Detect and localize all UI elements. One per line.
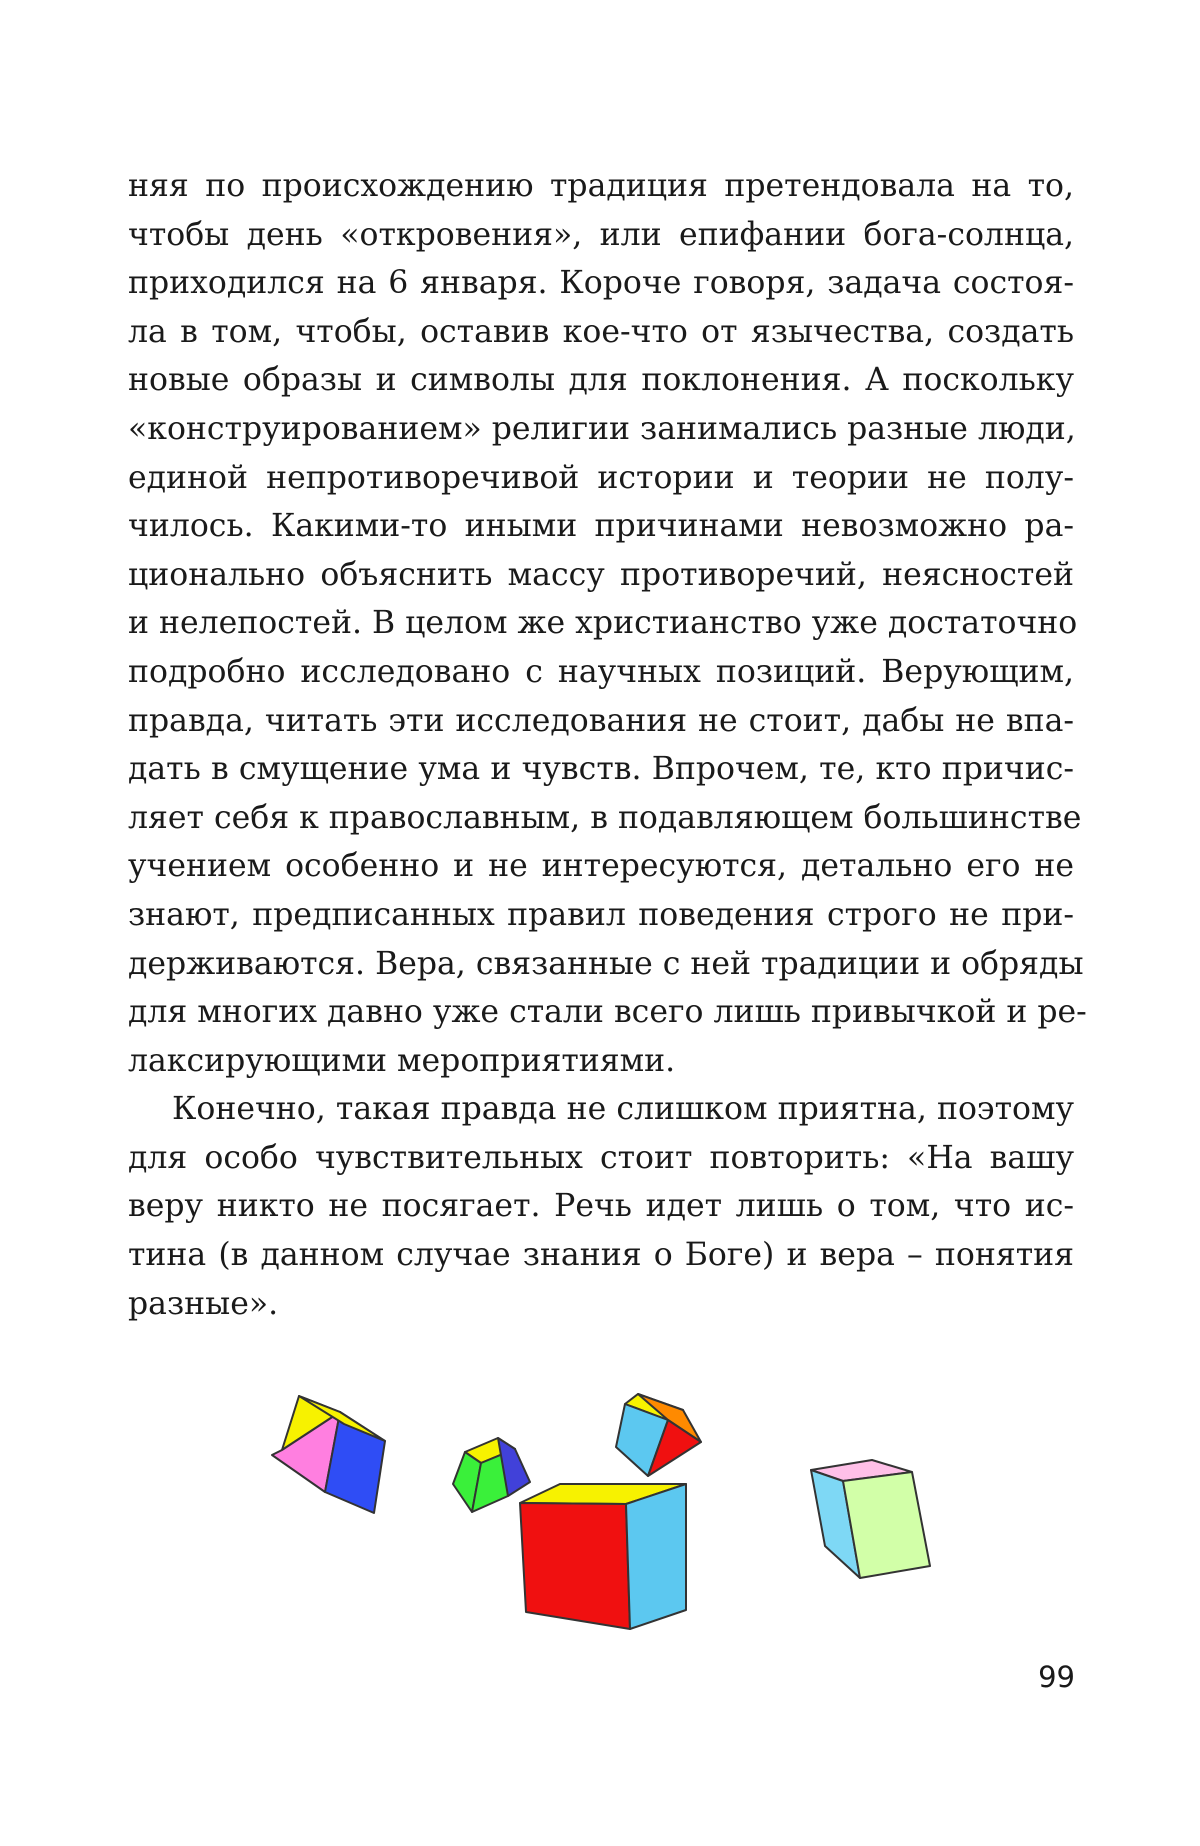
body-text: [128, 162, 1087, 1328]
text-line: правда, читать эти исследования не стоит, дабы не впа-: [128, 702, 1074, 739]
paragraph-2: [128, 1085, 1074, 1328]
cubes-illustration: [260, 1388, 960, 1638]
cube-lightgreen-sky: [811, 1460, 930, 1578]
text-line: и нелепостей. В целом же христианство уже достаточно: [128, 605, 1078, 642]
text-line: лаксирующими мероприятиями.: [128, 1042, 676, 1079]
text-line: для особо чувствительных стоит повторить: «На вашу: [128, 1139, 1074, 1176]
text-line: для многих давно уже стали всего лишь привычкой и ре-: [128, 994, 1087, 1031]
cube-face: [520, 1503, 630, 1629]
text-line: няя по происхождению традиция претендовала на то,: [128, 168, 1074, 204]
text-line: Конечно, такая правда не слишком приятна, поэтому: [172, 1091, 1074, 1128]
text-line: тина (в данном случае знания о Боге) и вера – понятия: [128, 1237, 1074, 1274]
cube-pink-blue: [272, 1396, 385, 1513]
text-line: разные».: [128, 1285, 279, 1322]
text-line: подробно исследовано с научных позиций. Верующим,: [128, 653, 1074, 690]
text-line: веру никто не посягает. Речь идет лишь о том, что ис-: [128, 1188, 1074, 1225]
cube-face: [626, 1484, 686, 1629]
text-line: ла в том, чтобы, оставив кое-что от язычества, создать: [128, 313, 1074, 350]
text-line: новые образы и символы для поклонения. А поскольку: [128, 362, 1074, 399]
text-line: «конструированием» религии занимались разные люди,: [128, 410, 1076, 447]
text-line: учением особенно и не интересуются, детально его не: [128, 848, 1074, 885]
paragraph-1: [128, 162, 1087, 1085]
text-line: единой непротиворечивой истории и теории не полу-: [128, 459, 1074, 496]
text-line: ционально объяснить массу противоречий, неясностей: [128, 556, 1074, 593]
text-line: знают, предписанных правил поведения строго не при-: [128, 896, 1074, 933]
text-line: ляет себя к православным, в подавляющем большинстве: [128, 799, 1082, 836]
cube-red-cyan: [520, 1484, 686, 1629]
text-line: приходился на 6 января. Короче говоря, задача состоя-: [128, 265, 1074, 302]
page-number: 99: [1038, 1660, 1075, 1694]
text-line: чилось. Какими-то иными причинами невозможно ра-: [128, 508, 1074, 545]
text-line: чтобы день «откровения», или епифании бога-солнца,: [128, 216, 1074, 253]
cube-orange-cyan: [616, 1394, 701, 1476]
text-line: дать в смущение ума и чувств. Впрочем, те, кто причис-: [128, 751, 1074, 788]
text-line: держиваются. Вера, связанные с ней традиции и обряды: [128, 945, 1084, 982]
cube-green-indigo: [453, 1438, 530, 1512]
